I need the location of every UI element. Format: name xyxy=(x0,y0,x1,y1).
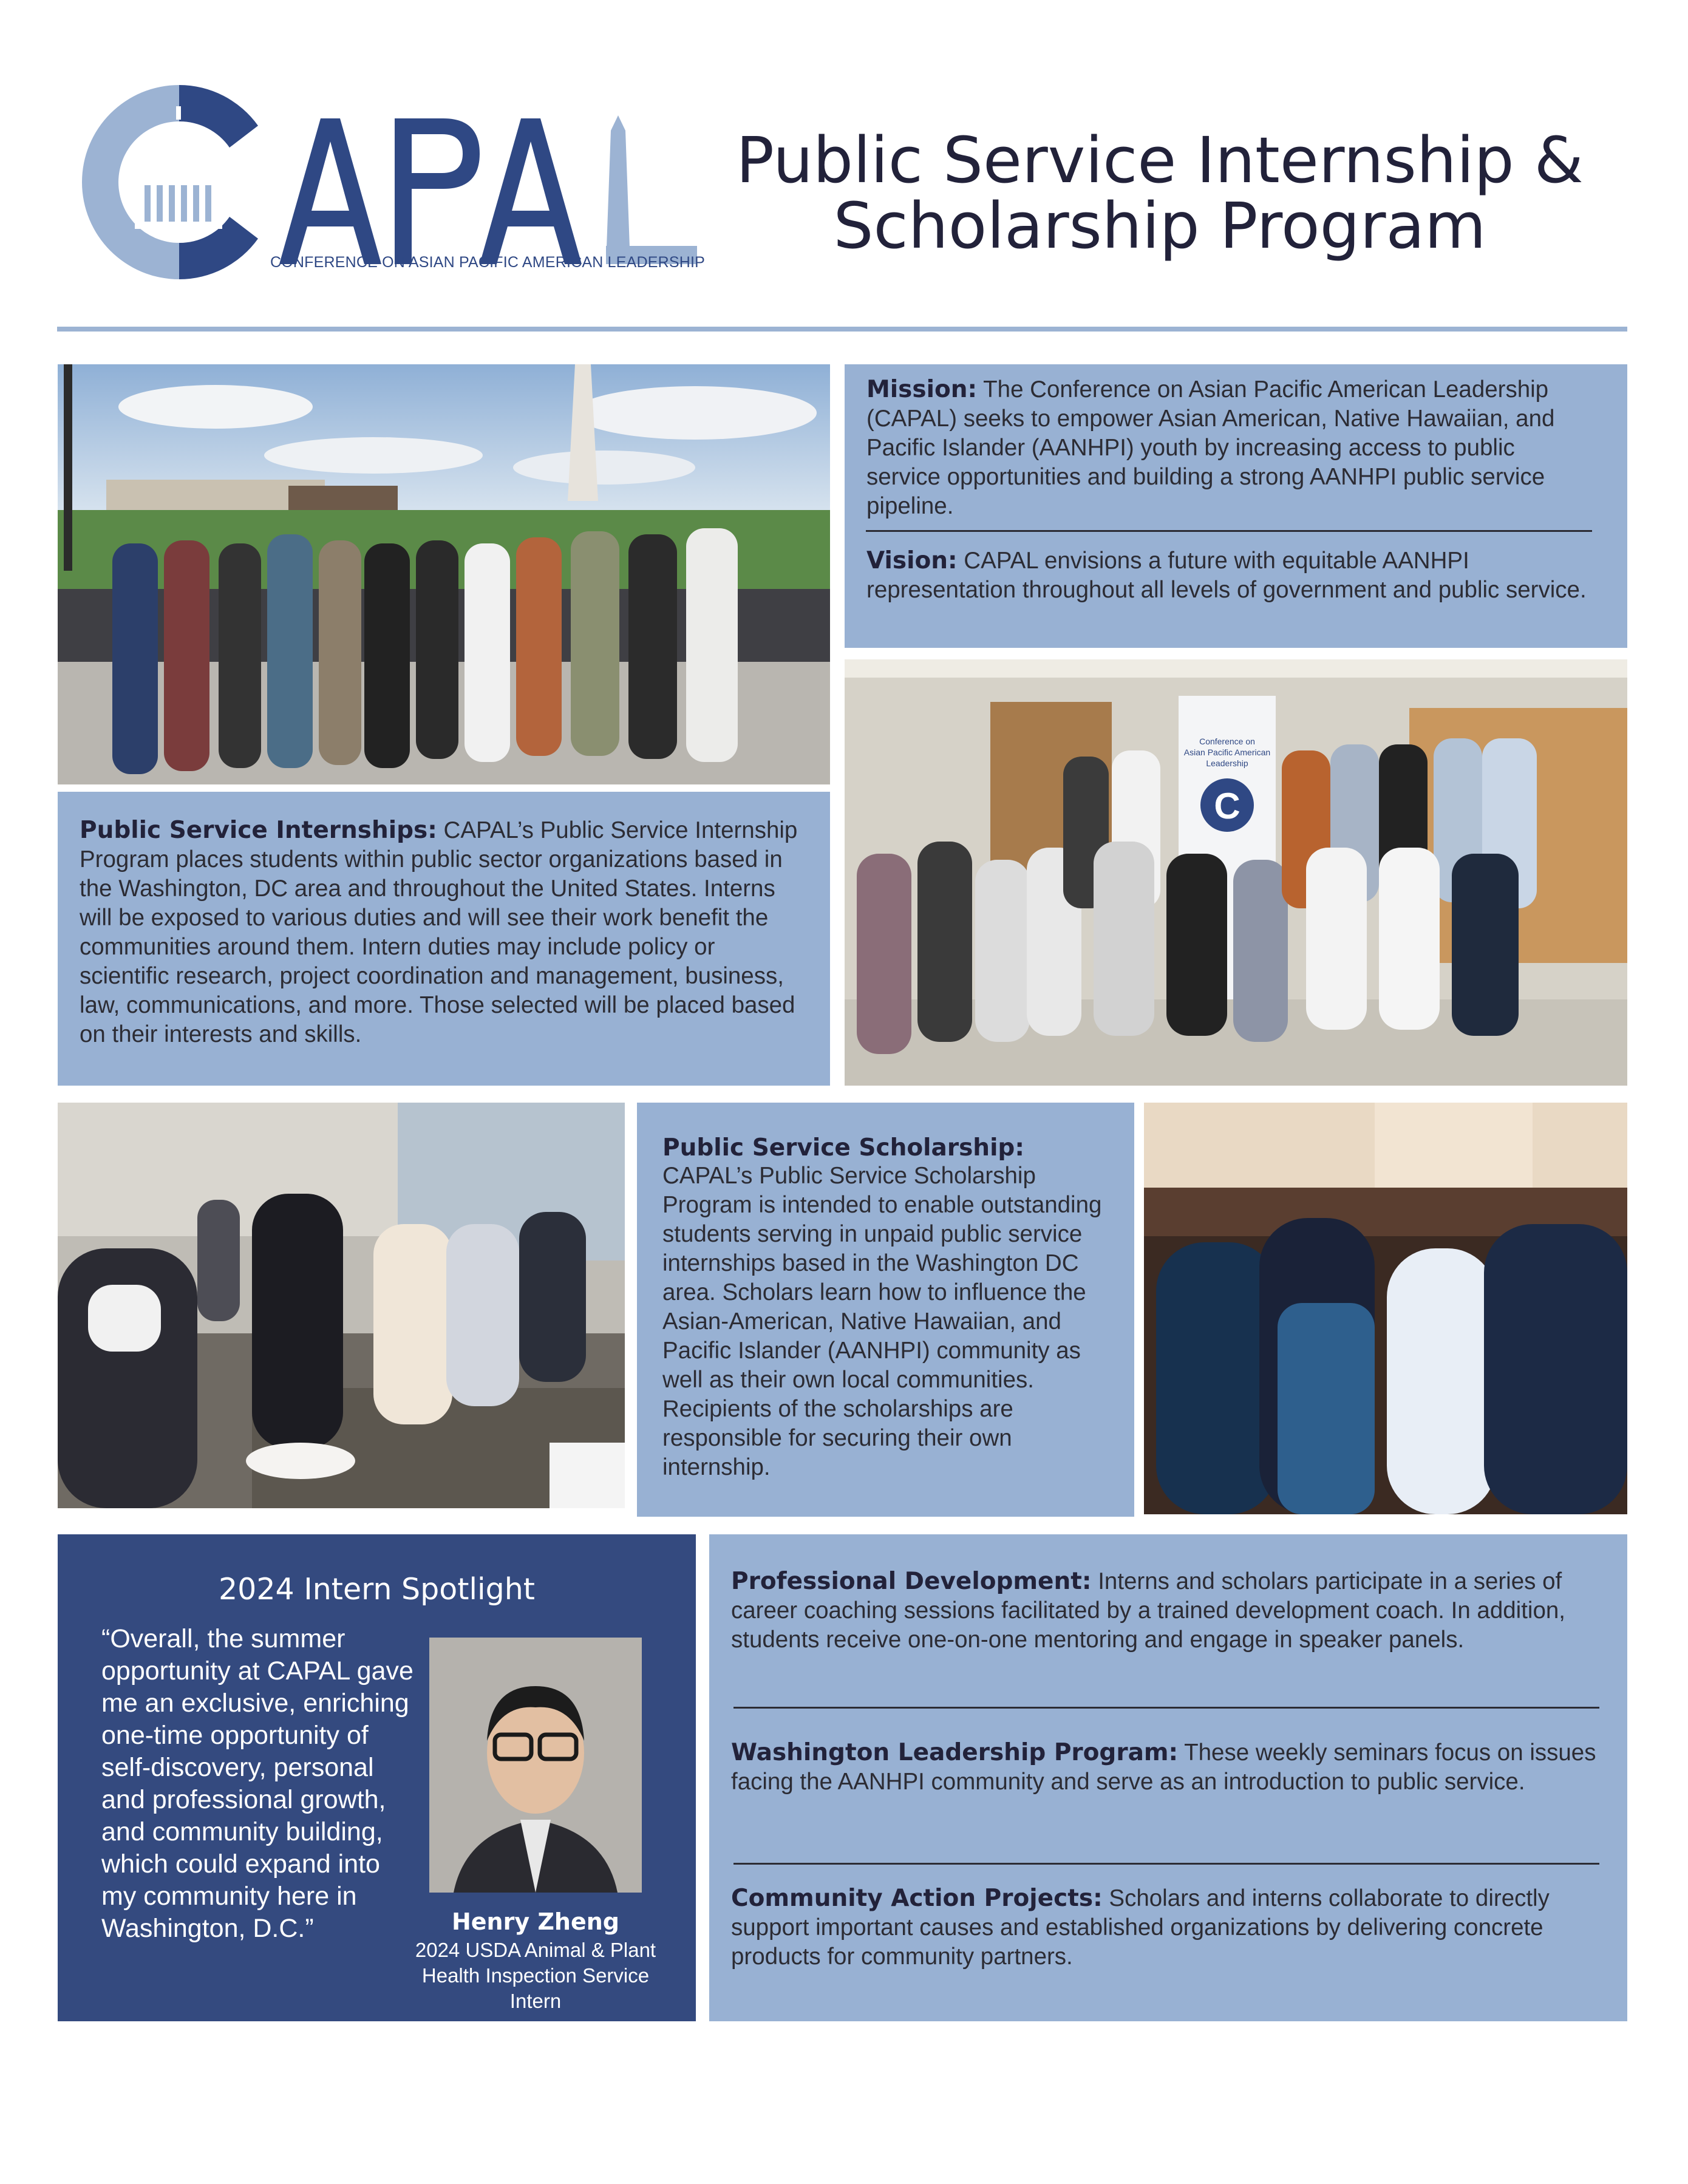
spotlight-title: 2024 Intern Spotlight xyxy=(218,1572,536,1607)
capitol-dome-icon xyxy=(79,82,704,282)
mission-vision-divider xyxy=(866,530,1592,532)
mission-panel xyxy=(845,364,1627,648)
washington-leadership-heading: Washington Leadership Program: xyxy=(731,1739,1179,1766)
community-action-block xyxy=(731,1884,1605,1971)
vision-block xyxy=(866,546,1604,605)
professional-development-block xyxy=(731,1567,1605,1655)
scholarship-text: CAPAL’s Public Service Scholarship Program is intended to enable outstanding students serving in unpaid public service internships based in the Washington DC area. Scholars learn how to influence the Asian-American, Native Hawaiian, and Pacific Islander (AANHPI) community as well as their own local communities. Recipients of the scholarships are responsible for securing their own internship. xyxy=(662,1163,1102,1480)
logo-tagline: CONFERENCE ON ASIAN PACIFIC AMERICAN LEADERSHIP xyxy=(270,254,706,271)
banner-text-3: Leadership xyxy=(1206,758,1248,768)
vision-paragraph xyxy=(866,546,1604,605)
page-title xyxy=(692,123,1627,263)
professional-development-text: Interns and scholars participate in a series of career coaching sessions facilitated by a trained development coach. In addition, students receive one-on-one mentoring and engage in speaker panels. xyxy=(731,1568,1565,1653)
group-photo-washington-monument xyxy=(58,364,830,784)
banner-text-2: Asian Pacific American xyxy=(1183,747,1271,757)
mission-heading: Mission: xyxy=(866,376,978,403)
title-line-1: Public Service Internship & xyxy=(736,123,1584,197)
mission-paragraph xyxy=(866,375,1594,521)
mission-text: The Conference on Asian Pacific American Leadership (CAPAL) seeks to empower Asian American, Native Hawaiian, and Pacific Islander (AANHPI) youth by increasing access to public service opportunities and building a strong AANHPI public service pipeline. xyxy=(866,376,1555,519)
vision-text: CAPAL envisions a future with equitable AANHPI representation throughout all levels of government and public service. xyxy=(866,548,1587,603)
banner-text-1: Conference on xyxy=(1199,737,1255,746)
professional-development-heading: Professional Development: xyxy=(731,1568,1092,1595)
washington-leadership-block xyxy=(731,1738,1605,1797)
photo-four-interns xyxy=(1144,1103,1627,1514)
spotlight-role: 2024 USDA Animal & Plant Health Inspection Service Intern xyxy=(415,1939,656,2012)
programs-divider-1 xyxy=(733,1707,1599,1709)
programs-divider-2 xyxy=(733,1863,1599,1865)
internships-heading: Public Service Internships: xyxy=(80,817,437,844)
internships-panel xyxy=(58,792,830,1086)
internships-paragraph xyxy=(80,816,809,1049)
group-photo-conference-room xyxy=(845,659,1627,1086)
spotlight-name: Henry Zheng xyxy=(451,1908,619,1935)
community-action-text: Scholars and interns collaborate to directly support important causes and established organizations by delivering concrete products for community partners. xyxy=(731,1885,1550,1970)
internships-text: CAPAL’s Public Service Internship Program places students within public sector organizations based in the Washington, DC area and throughout the United States. Interns will be exposed to various duties and will see their work benefit the communities around them. Intern duties may include policy or scientific research, project coordination and management, business, law, communications, and more. Those selected will be placed based on their interests and skills. xyxy=(80,817,798,1047)
banner-logo-letter: C xyxy=(1214,786,1240,826)
photo-roundtable-discussion xyxy=(58,1103,625,1508)
title-line-2: Scholarship Program xyxy=(833,189,1486,263)
community-action-heading: Community Action Projects: xyxy=(731,1885,1103,1912)
henry-zheng-portrait xyxy=(429,1638,642,1893)
capal-logo xyxy=(79,82,704,282)
programs-panel xyxy=(709,1534,1627,2021)
spotlight-quote: “Overall, the summer opportunity at CAPAL gave me an exclusive, enriching one-time opportunity of self-discovery, personal and professional growth, and community building, which could expand into my community here in Washington, D.C.” xyxy=(101,1624,413,1943)
vision-heading: Vision: xyxy=(866,547,958,574)
header-divider xyxy=(57,327,1627,332)
intern-spotlight-panel xyxy=(58,1534,696,2021)
washington-leadership-text: These weekly seminars focus on issues facing the AANHPI community and serve as an introduction to public service. xyxy=(731,1740,1596,1795)
scholarship-heading: Public Service Scholarship: xyxy=(662,1134,1024,1162)
scholarship-panel xyxy=(637,1103,1134,1517)
